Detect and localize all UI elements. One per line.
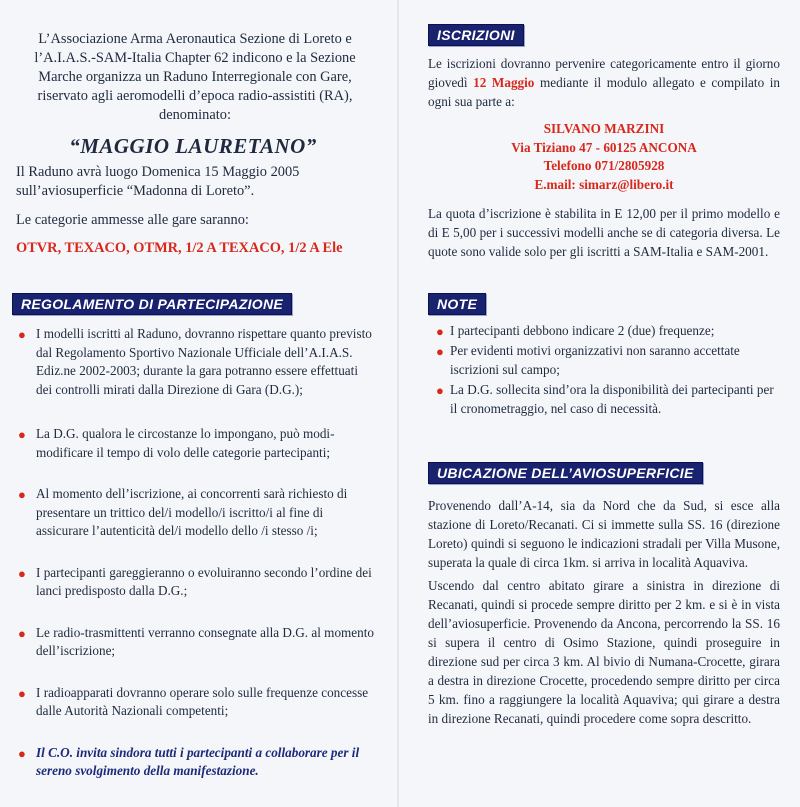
rule-item xyxy=(12,624,374,661)
right-column xyxy=(428,24,780,728)
rule-text: I radioapparati dovranno operare solo sulle frequenze concesse dalle Autorità Nazionali competenti; xyxy=(36,684,369,718)
closing-text: Il C.O. invita sindora tutti i partecipanti a collaborare per il sereno svolgimento della manifestazione. xyxy=(36,744,360,778)
contact-email: E.mail: simarz@libero.it xyxy=(534,176,674,192)
rule-item xyxy=(12,325,374,399)
contact-name: SILVANO MARZINI xyxy=(543,121,665,136)
event-title: “MAGGIO LAURETANO” xyxy=(69,134,317,158)
rules-list xyxy=(12,325,374,781)
red-dot-bullet-icon: ● xyxy=(436,324,444,339)
page-fold xyxy=(397,0,399,807)
iscrizioni-text-after: mediante il modulo allegato e compilato in ogni sua parte a: xyxy=(428,75,780,109)
iscrizioni-text xyxy=(428,54,780,111)
red-dot-bullet-icon: ● xyxy=(18,625,26,641)
contact-phone: Telefono 071/2805928 xyxy=(543,158,665,173)
iscrizioni-header: ISCRIZIONI xyxy=(428,24,524,46)
location-section xyxy=(428,462,780,728)
rule-item xyxy=(12,425,374,462)
red-dot-bullet-icon: ● xyxy=(18,685,26,701)
note-item xyxy=(428,341,780,379)
red-dot-bullet-icon: ● xyxy=(18,427,26,442)
note-item xyxy=(428,380,780,418)
rule-text: Al momento dell’iscrizione, ai concorrenti sarà richiesto di presentare un trittico del/i modello/i iscritto/i al fine di assicurare l’autenticità del/i modello dello /i stesso /i; xyxy=(36,486,348,538)
note-text: I partecipanti debbono indicare 2 (due) frequenze; xyxy=(450,323,715,338)
event-date-text: Il Raduno avrà luogo Domenica 15 Maggio 2005 sull’aviosuperficie “Madonna di Loreto”. xyxy=(16,164,300,199)
contact-address: Via Tiziano 47 - 60125 ANCONA xyxy=(511,139,697,155)
categories-list: OTVR, TEXACO, OTMR, 1/2 A TEXACO, 1/2 A Ele xyxy=(16,240,343,256)
rule-item xyxy=(12,684,374,721)
notes-list xyxy=(428,321,780,418)
left-column xyxy=(12,30,374,781)
rule-text: La D.G. qualora le circostanze lo impongano, può modi-modificare il tempo di volo delle categorie partecipanti; xyxy=(36,426,335,460)
rule-text: I modelli iscritti al Raduno, dovranno rispettare quanto previsto dal Regolamento Sportivo Nazionale Ufficiale dell’A.I.A.S. Ediz.ne 2002-2003; durante la gara potranno essere effettuati dei controlli mirati dalla Direzione di Gara (D.G.); xyxy=(36,326,372,397)
closing-note xyxy=(12,744,374,781)
rule-item xyxy=(12,485,374,541)
note-text: Per evidenti motivi organizzativi non saranno accettate iscrizioni sul campo; xyxy=(450,343,740,377)
rules-section xyxy=(12,293,374,781)
iscrizioni-text-before: Le iscrizioni dovranno pervenire categoricamente entro il giorno giovedì xyxy=(428,56,780,90)
note-section xyxy=(428,293,780,418)
rule-item xyxy=(12,564,374,601)
note-text: La D.G. sollecita sind’ora la disponibilità dei partecipanti per il cronometraggio, nel caso di necessità. xyxy=(450,382,774,416)
categories-intro: Le categorie ammesse alle gare saranno: xyxy=(16,212,249,228)
iscrizioni-section xyxy=(428,24,780,261)
iscrizioni-deadline: 12 Maggio xyxy=(473,75,535,90)
red-dot-bullet-icon: ● xyxy=(18,565,26,581)
red-dot-bullet-icon: ● xyxy=(18,487,26,502)
rules-header: REGOLAMENTO DI PARTECIPAZIONE xyxy=(12,293,292,315)
rule-text: I partecipanti gareggieranno o evoluiranno secondo l’ordine dei lanci predisposto dalla D.G.; xyxy=(36,564,372,598)
note-item xyxy=(428,321,780,340)
red-dot-bullet-icon: ● xyxy=(436,383,444,398)
location-paragraph-2: Uscendo dal centro abitato girare a sinistra in direzione di Recanati, quindi si procede sempre diritto per 2 km. e si è in vista dell’aviosuperficie. Provenendo da Ancona, percorrendo la SS. 16 si supera il centro di Osimo Stazione, quindi proseguire in direzione sud per circa 3 km. Al bivio di Numana-Crocette, girara a destra in direzione Crocette, procedendo sempre diritto per circa 5 km. fino a raggiungere la località Aquaviva; qui girare a destra in direzione Recanati, quindi procedere come sopra descritto. xyxy=(428,578,780,726)
fee-text: La quota d’iscrizione è stabilita in E 12,00 per il primo modello e di E 5,00 per i successivi modelli anche se di categoria diversa. Le quote sono valide solo per gli iscritti a SAM-Italia e SAM-2001. xyxy=(428,206,780,259)
location-paragraph-1: Provenendo dall’A-14, sia da Nord che da Sud, si esce alla stazione di Loreto/Recanati. Ci si immette sulla SS. 16 (direzione Loreto) quindi si seguono le indicazioni stradali per Villa Musone, superata la quale di circa 1km. si arriva in località Aquaviva. xyxy=(428,498,780,570)
red-dot-bullet-icon: ● xyxy=(18,327,26,342)
note-header: NOTE xyxy=(428,293,486,315)
rule-text: Le radio-trasmittenti verranno consegnate alla D.G. al momento dell’iscrizione; xyxy=(36,624,374,658)
intro-paragraph: L’Associazione Arma Aeronautica Sezione di Loreto e l’A.I.A.S.-SAM-Italia Chapter 62 indicono e la Sezione Marche organizza un Raduno Interregionale con Gare, riservato agli aeromodelli d’epoca radio-assistiti (RA), denominato: xyxy=(34,31,356,123)
location-header: UBICAZIONE DELL’AVIOSUPERFICIE xyxy=(428,462,703,484)
red-dot-bullet-icon: ● xyxy=(18,745,26,761)
red-dot-bullet-icon: ● xyxy=(436,344,444,359)
contact-block xyxy=(428,120,780,194)
